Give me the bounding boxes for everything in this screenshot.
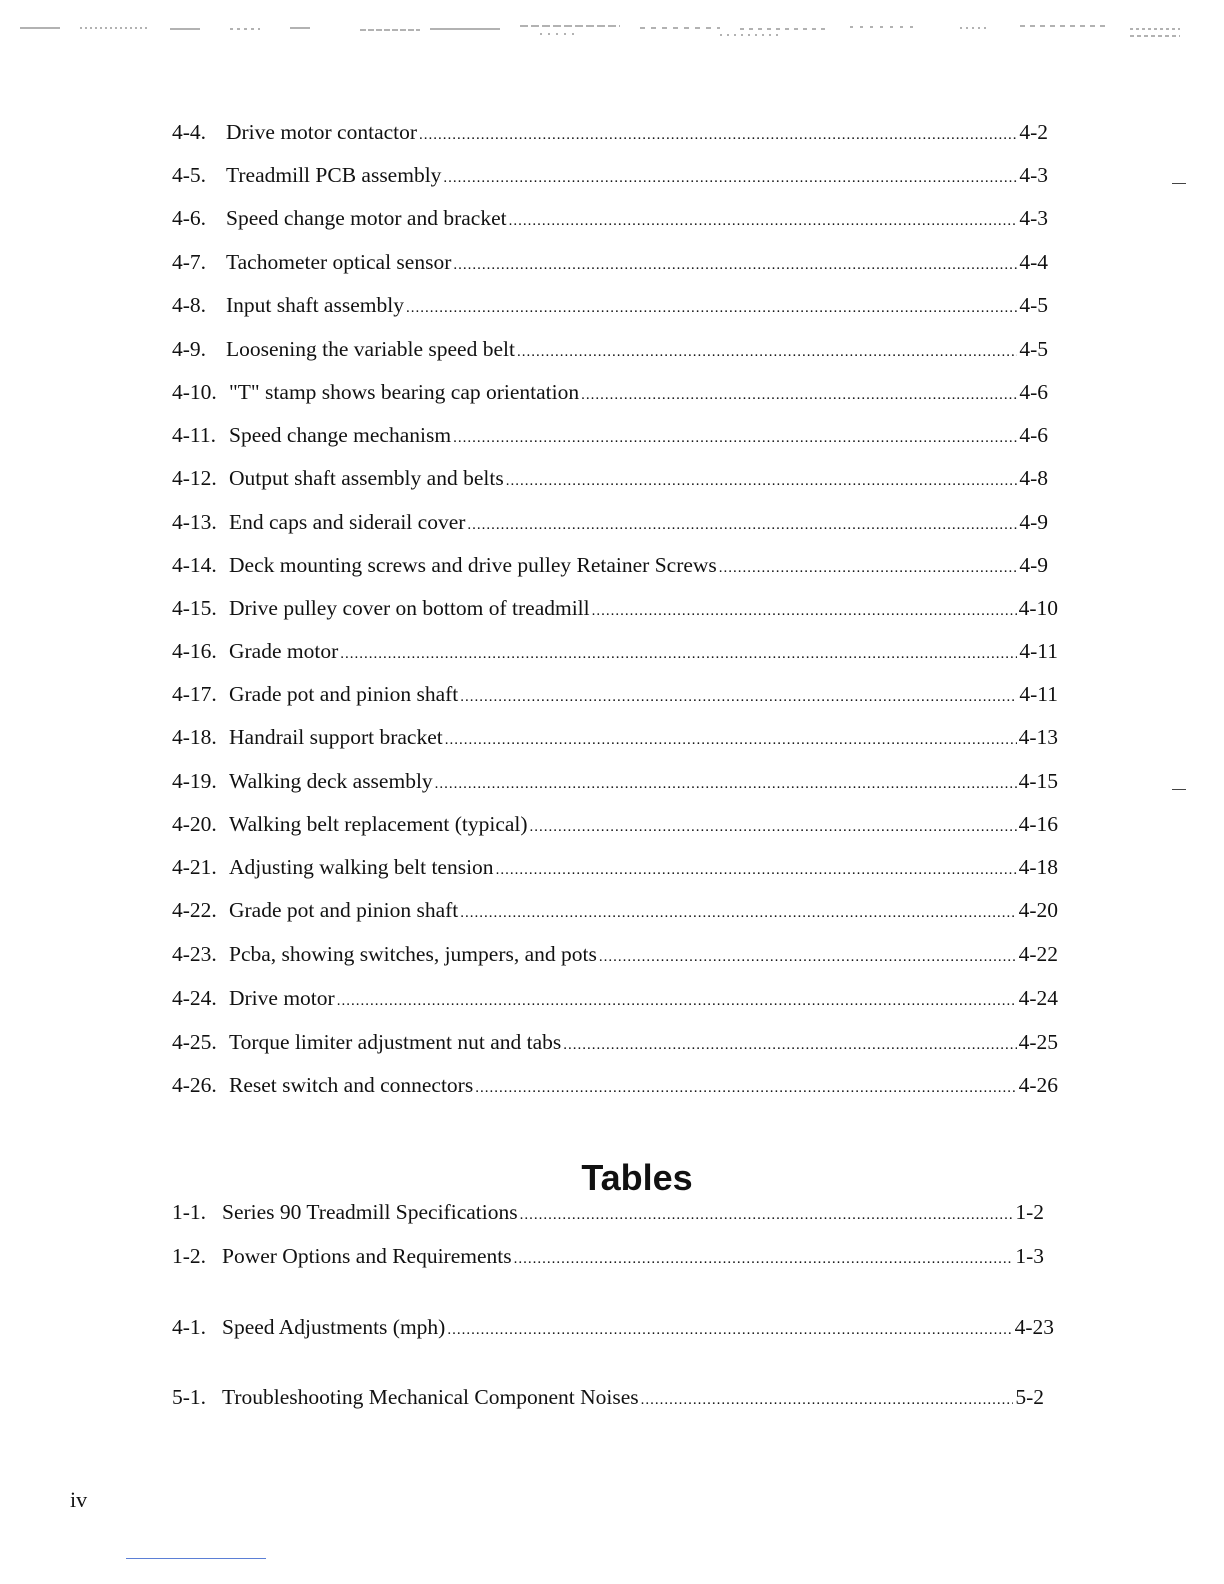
- dot-leader: [514, 1244, 1014, 1274]
- toc-row[interactable]: [172, 1070, 1058, 1100]
- toc-row-page: 1-3: [1015, 1244, 1044, 1268]
- toc-row-title: Treadmill PCB assembly: [226, 163, 442, 187]
- toc-row-page: 4-5: [1019, 337, 1048, 361]
- toc-row-number: 4-25.: [172, 1030, 217, 1054]
- toc-row-page: 4-6: [1019, 380, 1048, 404]
- toc-row[interactable]: [172, 939, 1058, 969]
- toc-row-number: 4-7.: [172, 250, 207, 274]
- toc-row-number: 4-22.: [172, 898, 217, 922]
- dot-leader: [581, 380, 1017, 410]
- toc-row[interactable]: [172, 809, 1058, 839]
- toc-row-page: 4-11: [1019, 682, 1058, 706]
- toc-row-number: 4-11.: [172, 423, 216, 447]
- toc-row-page: 4-20: [1018, 898, 1058, 922]
- toc-row-page: 4-10: [1018, 596, 1058, 620]
- dot-leader: [445, 725, 1017, 755]
- dot-leader: [467, 510, 1017, 540]
- toc-row-number: 4-1.: [172, 1315, 207, 1339]
- toc-row-number: 4-4.: [172, 120, 207, 144]
- dot-leader: [337, 986, 1017, 1016]
- scan-edge-mark: [1172, 789, 1186, 790]
- dot-leader: [496, 855, 1017, 885]
- toc-row-page: 1-2: [1015, 1200, 1044, 1224]
- toc-row-title: Drive pulley cover on bottom of treadmill: [229, 596, 590, 620]
- toc-row-title: Grade pot and pinion shaft: [229, 898, 459, 922]
- toc-row-page: 4-6: [1019, 423, 1048, 447]
- toc-row-page: 4-11: [1019, 639, 1058, 663]
- toc-row-title: Reset switch and connectors: [229, 1073, 474, 1097]
- toc-row[interactable]: [172, 1241, 1044, 1271]
- toc-row-page: 4-24: [1018, 986, 1058, 1010]
- toc-row-page: 4-23: [1014, 1315, 1054, 1339]
- toc-row-page: 4-5: [1019, 293, 1048, 317]
- toc-row[interactable]: [172, 117, 1048, 147]
- toc-row-page: 4-8: [1019, 466, 1048, 490]
- toc-row[interactable]: [172, 463, 1048, 493]
- toc-row-page: 4-4: [1019, 250, 1048, 274]
- dot-leader: [460, 898, 1016, 928]
- toc-row-page: 4-2: [1019, 120, 1048, 144]
- toc-row[interactable]: [172, 766, 1058, 796]
- toc-row[interactable]: [172, 852, 1058, 882]
- dot-leader: [530, 812, 1017, 842]
- toc-row-number: 4-8.: [172, 293, 207, 317]
- dot-leader: [447, 1315, 1012, 1345]
- toc-row-number: 4-26.: [172, 1073, 217, 1097]
- toc-row-number: 4-20.: [172, 812, 217, 836]
- toc-row-title: Speed change motor and bracket: [226, 206, 507, 230]
- dot-leader: [453, 423, 1017, 453]
- toc-row[interactable]: [172, 1312, 1054, 1342]
- toc-row-title: Tachometer optical sensor: [226, 250, 452, 274]
- toc-row-page: 4-26: [1018, 1073, 1058, 1097]
- toc-row-page: 4-3: [1019, 163, 1048, 187]
- toc-row-title: Speed Adjustments (mph): [222, 1315, 446, 1339]
- toc-row[interactable]: [172, 420, 1048, 450]
- toc-row[interactable]: [172, 983, 1058, 1013]
- toc-row[interactable]: [172, 1197, 1044, 1227]
- toc-row-title: Grade pot and pinion shaft: [229, 682, 459, 706]
- toc-row-title: Torque limiter adjustment nut and tabs: [229, 1030, 562, 1054]
- toc-row[interactable]: [172, 722, 1058, 752]
- toc-row-page: 4-15: [1018, 769, 1058, 793]
- toc-row[interactable]: [172, 679, 1058, 709]
- dot-leader: [719, 553, 1018, 583]
- dot-leader: [475, 1073, 1016, 1103]
- dot-leader: [520, 1200, 1014, 1230]
- toc-row[interactable]: [172, 203, 1048, 233]
- dot-leader: [460, 682, 1017, 712]
- dot-leader: [453, 250, 1017, 280]
- toc-row-number: 4-5.: [172, 163, 207, 187]
- toc-row-page: 4-25: [1018, 1030, 1058, 1054]
- dot-leader: [592, 596, 1017, 626]
- toc-row-number: 4-13.: [172, 510, 217, 534]
- toc-row-page: 5-2: [1015, 1385, 1044, 1409]
- page-number: iv: [70, 1487, 88, 1512]
- toc-row-title: Walking deck assembly: [229, 769, 433, 793]
- toc-row[interactable]: [172, 290, 1048, 320]
- toc-row[interactable]: [172, 1382, 1044, 1412]
- toc-row-title: Input shaft assembly: [226, 293, 404, 317]
- toc-row-page: 4-9: [1019, 553, 1048, 577]
- toc-row[interactable]: [172, 636, 1058, 666]
- dot-leader: [509, 206, 1018, 236]
- scan-edge-mark: [1172, 183, 1186, 184]
- toc-row-title: Power Options and Requirements: [222, 1244, 512, 1268]
- dot-leader: [443, 163, 1017, 193]
- toc-row-title: Walking belt replacement (typical): [229, 812, 528, 836]
- toc-row[interactable]: [172, 507, 1048, 537]
- tables-heading: Tables: [581, 1157, 693, 1198]
- toc-row-number: 4-15.: [172, 596, 217, 620]
- toc-row-number: 4-14.: [172, 553, 217, 577]
- dot-leader: [435, 769, 1017, 799]
- toc-row-title: Series 90 Treadmill Specifications: [222, 1200, 518, 1224]
- toc-row-title: Speed change mechanism: [229, 423, 452, 447]
- toc-row-number: 1-2.: [172, 1244, 207, 1268]
- toc-row[interactable]: [172, 247, 1048, 277]
- toc-row-title: Loosening the variable speed belt: [226, 337, 515, 361]
- toc-row[interactable]: [172, 593, 1058, 623]
- toc-row-page: 4-3: [1019, 206, 1048, 230]
- toc-row-title: End caps and siderail cover: [229, 510, 466, 534]
- dot-leader: [641, 1385, 1014, 1415]
- dot-leader: [563, 1030, 1016, 1060]
- toc-row-title: "T" stamp shows bearing cap orientation: [229, 380, 580, 404]
- toc-row-number: 4-16.: [172, 639, 217, 663]
- toc-row[interactable]: [172, 1027, 1058, 1057]
- toc-row-number: 4-12.: [172, 466, 217, 490]
- toc-row-number: 4-6.: [172, 206, 207, 230]
- footer-rule: [126, 1558, 266, 1559]
- toc-row[interactable]: [172, 895, 1058, 925]
- toc-row-number: 1-1.: [172, 1200, 207, 1224]
- toc-row-page: 4-16: [1018, 812, 1058, 836]
- toc-row-number: 4-9.: [172, 337, 207, 361]
- toc-row-title: Pcba, showing switches, jumpers, and pots: [229, 942, 597, 966]
- dot-leader: [506, 466, 1018, 496]
- toc-row[interactable]: [172, 377, 1048, 407]
- toc-row-number: 4-10.: [172, 380, 217, 404]
- toc-row-page: 4-18: [1018, 855, 1058, 879]
- toc-row-title: Troubleshooting Mechanical Component Noises: [222, 1385, 639, 1409]
- toc-row-number: 4-17.: [172, 682, 217, 706]
- toc-row-number: 5-1.: [172, 1385, 207, 1409]
- toc-row-number: 4-24.: [172, 986, 217, 1010]
- dot-leader: [599, 942, 1017, 972]
- dot-leader: [517, 337, 1017, 367]
- toc-row-number: 4-21.: [172, 855, 217, 879]
- dot-leader: [340, 639, 1017, 669]
- toc-row-title: Adjusting walking belt tension: [229, 855, 494, 879]
- dot-leader: [419, 120, 1017, 150]
- scan-noise-top: [20, 20, 1180, 50]
- toc-row-title: Deck mounting screws and drive pulley Retainer Screws: [229, 553, 717, 577]
- dot-leader: [406, 293, 1017, 323]
- toc-row-page: 4-13: [1018, 725, 1058, 749]
- toc-row-number: 4-19.: [172, 769, 217, 793]
- toc-row-number: 4-23.: [172, 942, 217, 966]
- toc-row-page: 4-9: [1019, 510, 1048, 534]
- toc-row[interactable]: [172, 550, 1048, 580]
- toc-row-number: 4-18.: [172, 725, 217, 749]
- toc-row-title: Drive motor: [229, 986, 335, 1010]
- toc-row[interactable]: [172, 334, 1048, 364]
- toc-row-title: Output shaft assembly and belts: [229, 466, 504, 490]
- toc-row-title: Drive motor contactor: [226, 120, 418, 144]
- toc-row-page: 4-22: [1018, 942, 1058, 966]
- toc-row-title: Handrail support bracket: [229, 725, 443, 749]
- toc-row-title: Grade motor: [229, 639, 339, 663]
- toc-row[interactable]: [172, 160, 1048, 190]
